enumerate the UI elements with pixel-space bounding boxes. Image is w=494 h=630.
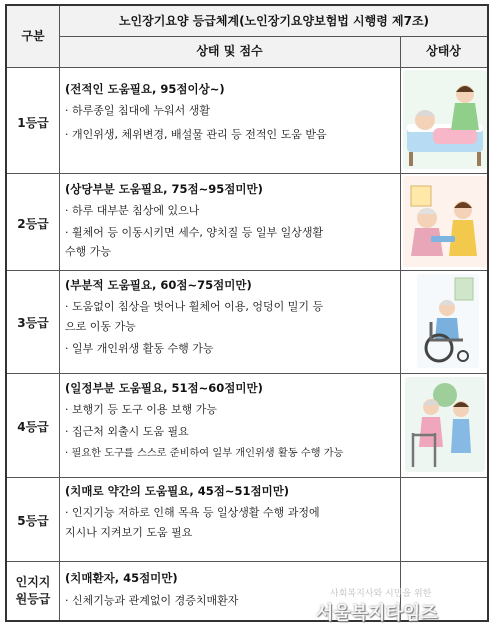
status-title: (부분적 도움필요, 60점~75점미만): [65, 278, 252, 292]
status-line: · 개인위생, 체위변경, 배설물 관리 등 전적인 도움 받음: [65, 128, 327, 141]
header-main-title: 노인장기요양 등급체계(노인장기요양보험법 시행령 제7조): [118, 14, 430, 28]
watermark-brand: 서울복지타임즈: [316, 603, 438, 624]
grade-label: [7, 574, 59, 608]
status-cell: [65, 381, 400, 461]
grade-label: 2등급: [17, 217, 49, 231]
status-title: (일정부분 도움필요, 51점~60점미만): [65, 381, 263, 395]
status-line: · 필요한 도구를 스스로 준비하여 일부 개인위생 활동 수행 가능: [65, 448, 344, 459]
header-status: 상태 및 점수: [196, 44, 263, 58]
status-line: 수행 가능: [65, 245, 112, 258]
status-cell: [65, 484, 400, 540]
status-line: 으로 이동 가능: [65, 320, 136, 333]
status-line: 지시나 지켜보기 도움 필요: [65, 526, 193, 539]
status-title: (치매로 약간의 도움필요, 45점~51점미만): [65, 484, 290, 498]
header-category: 구분: [21, 29, 45, 43]
status-title: (치매환자, 45점미만): [65, 571, 178, 585]
status-cell: [65, 82, 400, 142]
grade-label-line: 인지지: [15, 575, 51, 589]
walker-user-illustration: [405, 377, 485, 472]
status-line: · 휠체어 등 이동시키면 세수, 양치질 등 일부 일상생활: [65, 226, 324, 239]
status-line: · 하루종일 침대에 누워서 생활: [65, 104, 210, 117]
status-line: · 하루 대부분 침상에 있으나: [65, 204, 200, 217]
elderly-in-bed-illustration: [403, 70, 487, 169]
status-line: · 보행기 등 도구 이용 보행 가능: [65, 403, 217, 416]
wheelchair-user-illustration: [417, 274, 479, 368]
grade-label: 3등급: [17, 316, 49, 330]
status-line: · 인지기능 저하로 인해 목욕 등 일상생활 수행 과정에: [65, 506, 320, 519]
status-line: · 도움없이 침상을 벗어나 휠체어 이용, 엉덩이 밀기 등: [65, 300, 324, 313]
status-line: · 신체기능과 관계없이 경증치매환자: [65, 594, 239, 607]
status-cell: [65, 182, 400, 259]
caregiver-feeding-illustration: [403, 176, 487, 267]
watermark-tagline: 사회복지사와 시민을 위한: [330, 589, 432, 599]
status-line: · 집근처 외출시 도움 필요: [65, 425, 189, 438]
care-grade-table: [5, 4, 489, 622]
grade-label: 1등급: [17, 116, 49, 130]
status-title: (전적인 도움필요, 95점이상~): [65, 82, 225, 96]
grade-label-line: 원등급: [15, 592, 51, 606]
status-line: · 일부 개인위생 활동 수행 가능: [65, 342, 214, 355]
status-cell: [65, 278, 400, 356]
grade-label: 4등급: [17, 420, 49, 434]
grade-label: 5등급: [17, 514, 49, 528]
status-title: (상당부분 도움필요, 75점~95점미만): [65, 182, 263, 196]
header-image: 상태상: [426, 44, 461, 58]
